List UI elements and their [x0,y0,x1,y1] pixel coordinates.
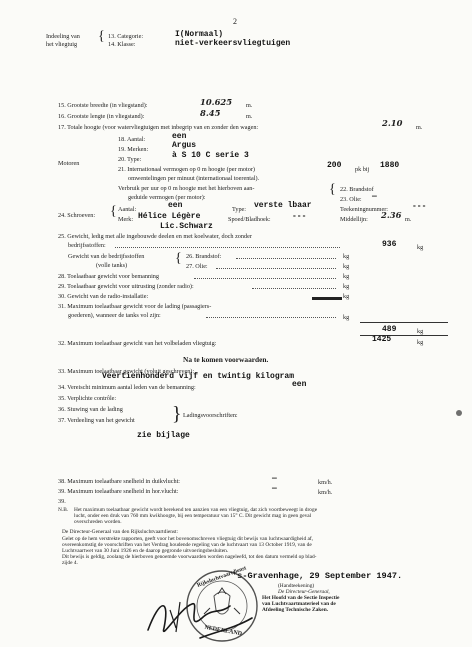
dots-28 [194,278,336,279]
directeur-line-4: Dit bewijs is geldig, zoolang de hierboven genoemde voorwaarden worden nageleefd, tot den datum vermeld op blad- [62,554,317,560]
motoren-label: Motoren [58,160,80,167]
merk-label: Merk: [118,216,134,223]
merk-value-2: Lic.Schwarz [160,222,213,231]
value-15: 10.625 [200,97,233,107]
directeur-line-5: zijde 4. [62,560,78,566]
label-36: 36. Stuwing van de lading [58,406,123,413]
value-37: zie bijlage [137,431,190,440]
directeur-heading: De Directeur-Generaal van den Rijksluchtvaartdienst: [62,529,179,535]
unit-27: kg [343,263,350,270]
value-subtotal: 489 [382,325,397,334]
label-31a: 31. Maximum toelaatbaar gewicht voor de lading (passagiers- [58,303,212,310]
label-35: 35. Verplichte contrôle: [58,395,117,402]
value-16: 8.45 [200,108,221,118]
spoed-value: --- [292,212,307,221]
unit-26: kg [343,253,350,260]
label-30: 30. Gewicht van de radio-installatie: [58,293,149,300]
unit-17: m. [416,124,423,131]
label-39: 39. Maximum toelaatbare snelheid in hor.vlucht: [58,488,179,495]
tekening-label: Teekeningnummer: [340,206,389,213]
nb-label: N.B. [58,507,69,513]
label-31b: goederen), wanneer de tanks vol zijn: [68,312,161,319]
label-18: 18. Aantal: [118,136,146,143]
value-13: I(Normaal) [175,30,224,39]
unit-subtotal: kg [417,328,424,335]
label-23: 23. Olie: [340,196,362,203]
value-38: — [272,474,277,483]
aantal-label: Aantal: [118,206,137,213]
nb-line-1: Het maximum toelaatbaar gewicht wordt berekend ten aanzien van een vliegtuig, dat zich voortbeweegt in droge [74,507,318,513]
unit-21a: pk bij [355,166,370,173]
label-38: 38. Maximum toelaatbare snelheid in duikvlucht: [58,478,181,485]
label-19: 19. Merken: [118,146,149,153]
value-19: Argus [172,141,197,150]
label-27: 27. Olie: [186,263,208,270]
dots-29 [252,288,336,289]
unit-30: kg [343,293,350,300]
ladingsvoorschriften-label: Ladingsvoorschriften: [183,412,238,419]
label-17: 17. Totale hoogte (voor watervliegtuigen met inbegrip van en zonder den wagen: [58,124,259,131]
label-14: 14. Klasse: [108,41,136,48]
spoed-label: Spoed/Bladhoek: [228,216,271,223]
label-26-left-2: (volle tanks) [96,262,128,269]
seal-text-top: Rijksluchtvaartdienst [196,565,248,589]
value-23: — [372,192,377,201]
place-date: 's-Gravenhage, 29 September 1947. [232,571,403,581]
unit-38: km/h. [318,479,333,486]
value-21a: 200 [327,161,342,170]
label-32: 32. Maximum toelaatbaar gewicht van het volbeladen vliegtuig: [58,340,217,347]
stamp-line-3: Afdeeling Technische Zaken. [262,607,329,613]
label-40: 39. [58,498,66,505]
unit-32: kg [417,339,424,346]
page-number: 2 [233,17,237,26]
unit-39: km/h. [318,489,333,496]
bedrijfsstoffen-brace: { [175,251,182,266]
signature-scribble [140,588,260,644]
punch-hole-mark [456,410,462,416]
type-value: verste lbaar [254,201,312,210]
label-34: 34. Vereischt minimum aantal leden van de bemanning: [58,384,196,391]
value-39: — [272,484,277,493]
merk-value: Hélice Légère [138,212,201,221]
voorwaarden-heading: Na te komen voorwaarden. [183,355,269,364]
label-21a: 21. Internationaal vermogen op 0 m hoogte (per motor) [118,166,255,173]
label-25a: 25. Gewicht, ledig met alle ingebouwde deelen en met koelwater, doch zonder [58,233,252,240]
label-37: 37. Verdeeling van het gewicht [58,417,135,424]
label-21d: geduide vermogen (per motor): [128,194,206,201]
handteekening-label: (Handteekening) [278,583,315,589]
value-20: à S 10 C serie 3 [172,151,249,160]
unit-28: kg [343,273,350,280]
middellijn-label: Middellijn: [340,216,368,223]
label-20: 20. Type: [118,156,142,163]
value-17: 2.10 [382,118,403,128]
label-21b: omwentelingen per minuut (internationaal toerental). [128,175,260,182]
unit-25: kg [417,244,424,251]
label-29: 29. Toelaatbaar gewicht voor uitrusting (zonder radio): [58,283,194,290]
tekening-value: --- [412,202,427,211]
seal-text-bottom: NEDERLAND [203,624,243,638]
label-26-left: Gewicht van de bedrijfsstoffen [68,253,145,260]
stamp-line-2: van Luchtvaartmaterieel van de [262,601,336,607]
directeur-line-3: Luchtvaartwet van 30 Juni 1926 en de daarop gegronde uitvoeringsbesluiten. [62,548,229,554]
label-22: 22. Brandstof [340,186,374,193]
dots-31 [206,317,336,318]
subtotal-rule [360,322,448,323]
value-14: niet-verkeersvliegtuigen [175,39,291,48]
value-21b: 1880 [380,161,400,170]
value-32: 1425 [372,335,392,344]
directeur-line-1: Gelet op de hem verstrekte rapporten, geeft voor het bovenomschreven vliegtuig dit bewijs van luchtwaardigheid af, [62,536,314,542]
nb-line-2: lucht, onder een druk van 760 mm kwikhoogte, bij een temperatuur van 15° C. Dit gewicht mag in geen geval [74,513,312,519]
dots-26 [236,258,336,259]
label-13: 13. Categorie: [108,33,144,40]
type-label: Type: [232,206,246,213]
value-34: een [292,380,307,389]
value-25: 936 [382,240,397,249]
stamp-line-1: Het Hoofd van de Sectie Inspectie [262,595,340,601]
verbruik-brace: { [329,182,336,197]
label-25b: bedrijfsstoffen: [68,242,106,249]
lading-brace: } [172,403,182,425]
directeur-line-2: overeenkomstig de voorschriften van het Verdrag houdende regeling van de luchtvaart van 13 October 1919, van de [62,542,312,548]
value-33: Veertienhonderd vijf en twintig kilogram [102,372,295,381]
dots-25 [115,247,340,248]
label-33: 33. Maximum toelaatbaar gewicht (voluit geschreven): [58,368,195,375]
unit-15: m. [246,102,253,109]
label-15: 15. Grootste breedte (in vliegstand): [58,102,148,109]
directeur-generaal-label: De Directeur-Generaal, [278,589,330,595]
unit-31: kg [343,314,350,321]
aantal-value: een [168,201,183,210]
label-16: 16. Grootste lengte (in vliegstand): [58,113,145,120]
unit-29: kg [343,283,350,290]
middellijn-unit: m. [405,216,412,223]
middellijn-value: 2.36 [381,210,402,220]
indeling-label-2: het vliegtuig [46,41,78,48]
nb-line-3: overschreden worden. [74,519,122,525]
unit-16: m. [246,113,253,120]
indeling-brace: { [98,29,105,44]
strike-30 [312,297,342,300]
schroeven-label: 24. Schroeven: [58,212,96,219]
schroeven-brace: { [110,204,117,219]
label-28: 28. Toelaatbaar gewicht voor bemanning [58,273,159,280]
label-21c: Verbruik per uur op 0 m hoogte met het hierboven aan- [118,185,255,192]
value-18: een [172,132,187,141]
label-26: 26. Brandstof: [186,253,222,260]
dots-27 [216,268,336,269]
indeling-label-1: Indeeling van [46,33,80,40]
